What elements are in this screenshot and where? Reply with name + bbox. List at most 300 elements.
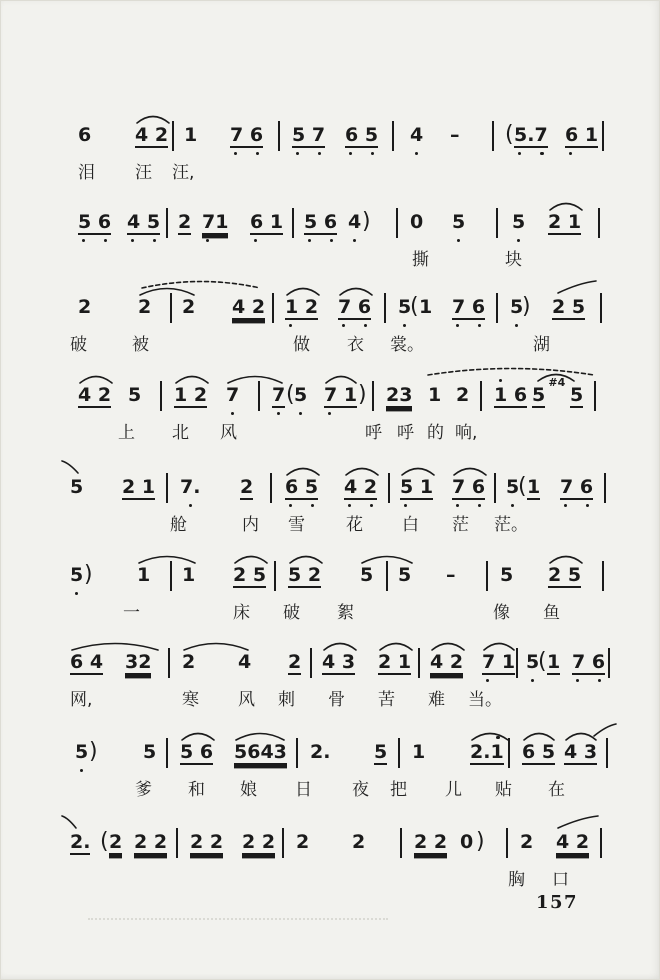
- slur-arc: [288, 549, 324, 567]
- octave-dot: [206, 239, 209, 242]
- note-text: 2 1: [548, 211, 582, 233]
- octave-dot: [289, 324, 292, 327]
- note-text: 2: [520, 831, 534, 853]
- slur-path: [524, 734, 554, 741]
- note-token: [288, 565, 321, 587]
- slur-path: [235, 557, 267, 564]
- note-token: [552, 297, 585, 319]
- note-text: 2: [296, 831, 310, 853]
- note-text: 6: [78, 124, 92, 146]
- lyric-syllable: 爹: [135, 780, 152, 800]
- note-token: [310, 742, 330, 764]
- slur-arc: [470, 726, 510, 744]
- lyric-syllable: 难: [428, 690, 445, 710]
- slur-arc: [556, 814, 600, 832]
- barline: [494, 473, 496, 503]
- slur-arc: [324, 369, 358, 387]
- note-text: 5: [570, 384, 584, 406]
- octave-dot: [415, 152, 418, 155]
- note-token: [452, 212, 465, 234]
- barline: [282, 828, 284, 858]
- note-token: [174, 385, 207, 407]
- slur-path: [558, 816, 598, 828]
- note-token: [238, 652, 251, 674]
- slur-path: [362, 557, 412, 564]
- slur-path: [472, 734, 508, 741]
- slur-arc: [233, 549, 269, 567]
- lyric-syllable: 泪: [78, 163, 95, 183]
- note-token: [452, 297, 485, 319]
- lyric-syllable: 呼: [365, 423, 382, 443]
- slur-path: [484, 644, 514, 651]
- note-token: [78, 297, 91, 319]
- lyric-syllable: 块: [505, 250, 522, 270]
- note-text: 2 1: [122, 476, 156, 498]
- note-text: 5: [506, 476, 520, 498]
- slur-arc: [592, 722, 618, 740]
- octave-dot: [104, 239, 107, 242]
- note-text: 5643: [234, 741, 287, 763]
- octave-dot: [511, 504, 514, 507]
- octave-dot: [153, 239, 156, 242]
- note-text: 5.7: [514, 124, 548, 146]
- lyric-syllable: 鱼: [543, 603, 560, 623]
- octave-dots-below: [506, 504, 519, 508]
- note-text: 71: [202, 211, 229, 233]
- note-token: [230, 125, 263, 147]
- octave-dots-below: [398, 324, 411, 328]
- octave-dots-below: [565, 152, 598, 156]
- slur-arc: [140, 274, 262, 292]
- octave-dots-below: [230, 152, 263, 156]
- note-text: 4 3: [564, 741, 598, 763]
- note-text: (: [518, 474, 527, 499]
- octave-dot: [518, 152, 521, 155]
- slur-arc: [180, 726, 216, 744]
- note-token: [125, 652, 151, 674]
- octave-dots-below: [70, 592, 83, 596]
- note-token: [548, 212, 581, 234]
- note-text: 5 6: [180, 741, 214, 763]
- note-token: [137, 565, 150, 587]
- lyric-syllable: 骨: [328, 690, 345, 710]
- octave-dot: [353, 239, 356, 242]
- slur-path: [62, 816, 76, 828]
- note-token: [135, 125, 168, 147]
- note-text: 1 2: [285, 296, 319, 318]
- note-text: 4: [348, 211, 362, 233]
- note-token: [180, 477, 200, 499]
- barline: [392, 121, 394, 151]
- note-text: 1: [428, 384, 442, 406]
- lyric-syllable: 网,: [70, 690, 93, 710]
- slur-path: [287, 469, 319, 476]
- lyric-syllable: 白: [402, 515, 419, 535]
- slur-arc: [285, 461, 321, 479]
- slur-path: [290, 557, 322, 564]
- slur-path: [380, 644, 412, 651]
- note-token: [70, 652, 103, 674]
- barline: [604, 473, 606, 503]
- slur-arc: [378, 636, 414, 654]
- note-text: 2: [182, 651, 196, 673]
- note-token: [564, 742, 597, 764]
- octave-dot: [308, 239, 311, 242]
- note-token: [522, 742, 555, 764]
- note-token: [532, 376, 566, 407]
- slur-arc: [548, 196, 584, 214]
- barline: [486, 561, 488, 591]
- lyric-syllable: 娘: [240, 780, 257, 800]
- note-text: –: [450, 124, 460, 146]
- barline: [492, 121, 494, 151]
- note-text: 4 2: [430, 651, 464, 673]
- octave-dot: [256, 152, 259, 155]
- note-token: [233, 565, 266, 587]
- octave-dot: [342, 324, 345, 327]
- lyric-syllable: 口: [552, 870, 569, 890]
- note-text: 2.: [310, 741, 331, 763]
- note-text: 5: [532, 384, 546, 406]
- octave-dot: [456, 504, 459, 507]
- lyric-syllable: 的: [427, 423, 444, 443]
- note-text: ): [84, 562, 93, 587]
- note-text: 0: [460, 831, 474, 853]
- note-token: [292, 125, 325, 147]
- note-token: [494, 385, 527, 407]
- note-text: 6 4: [70, 651, 104, 673]
- slur-arc: [234, 726, 286, 744]
- octave-dots-below: [572, 679, 605, 683]
- note-text: 5: [374, 741, 388, 763]
- note-text: 23: [386, 384, 413, 406]
- note-token: [514, 125, 548, 147]
- lyric-syllable: 裳。: [390, 335, 424, 355]
- octave-dots-below: [526, 679, 539, 683]
- note-token: [400, 477, 433, 499]
- note-text: 2 2: [242, 831, 276, 853]
- lyric-syllable: 呼: [397, 423, 414, 443]
- note-token: [288, 652, 301, 674]
- octave-dots-below: [348, 239, 361, 243]
- note-text: 7 6: [452, 476, 486, 498]
- note-token: [386, 385, 412, 407]
- note-text: 7 6: [230, 124, 264, 146]
- note-token: [109, 832, 122, 854]
- slur-arc: [452, 461, 488, 479]
- lyric-syllable: 絮: [337, 603, 354, 623]
- octave-dots-below: [78, 239, 111, 243]
- barline: [160, 381, 162, 411]
- lyric-syllable: 汪,: [172, 163, 195, 183]
- note-text: 4: [410, 124, 424, 146]
- lyric-syllable: 把: [390, 780, 407, 800]
- octave-dots-below: [338, 324, 371, 328]
- note-text: ): [522, 294, 531, 319]
- note-text: 5: [128, 384, 142, 406]
- note-text: 2: [182, 296, 196, 318]
- note-text: ): [362, 209, 371, 234]
- note-token: [572, 652, 605, 674]
- octave-dot: [576, 679, 579, 682]
- note-text: 6 5: [285, 476, 319, 498]
- octave-dot: [478, 324, 481, 327]
- barline: [606, 738, 608, 768]
- note-text: 4 5: [127, 211, 161, 233]
- octave-dot: [311, 504, 314, 507]
- barline: [400, 828, 402, 858]
- note-token: [138, 297, 151, 319]
- note-text: 2 2: [414, 831, 448, 853]
- octave-dot: [296, 152, 299, 155]
- lyric-syllable: 和: [188, 780, 205, 800]
- lyric-syllable: 风: [238, 690, 255, 710]
- slur-path: [80, 377, 112, 384]
- octave-dots-below: [75, 769, 88, 773]
- note-text: 6 1: [565, 124, 599, 146]
- slur-arc: [338, 281, 374, 299]
- slur-arc: [285, 281, 321, 299]
- note-token: [232, 297, 265, 319]
- slur-arc: [78, 369, 114, 387]
- octave-dots-below: [482, 679, 515, 683]
- note-token: [348, 212, 361, 234]
- note-token: [414, 832, 447, 854]
- note-token: [460, 832, 473, 854]
- note-token: [410, 125, 423, 147]
- barline: [480, 381, 482, 411]
- slur-path: [72, 644, 158, 651]
- octave-dot: [515, 324, 518, 327]
- note-text: (: [100, 829, 109, 854]
- slur-arc: [182, 636, 250, 654]
- note-text: 7.: [180, 476, 201, 498]
- note-text: 6 1: [250, 211, 284, 233]
- lyric-syllable: 茫。: [494, 515, 528, 535]
- note-token: [512, 212, 525, 234]
- note-token: [78, 385, 111, 407]
- lyric-syllable: 撕: [412, 250, 429, 270]
- lyric-syllable: 破: [70, 335, 87, 355]
- note-text: 7 1: [482, 651, 516, 673]
- slur-arc: [60, 459, 80, 477]
- barline: [384, 293, 386, 323]
- barline: [278, 121, 280, 151]
- note-token: [322, 652, 355, 674]
- lyric-syllable: 风: [220, 423, 237, 443]
- slur-arc: [548, 549, 584, 567]
- note-text: 2 2: [134, 831, 168, 853]
- octave-dots-below: [410, 152, 423, 156]
- note-token: [250, 212, 283, 234]
- barline: [272, 293, 274, 323]
- parenthesis: [362, 209, 371, 234]
- octave-dot: [318, 152, 321, 155]
- note-token: [78, 125, 91, 147]
- slur-arc: [556, 279, 598, 297]
- barline: [176, 828, 178, 858]
- octave-dots-below: [202, 239, 228, 243]
- octave-dot: [254, 239, 257, 242]
- lyric-syllable: 日: [295, 780, 312, 800]
- parenthesis: [89, 739, 98, 764]
- note-token: [547, 652, 560, 674]
- note-token: [556, 832, 589, 854]
- lyric-syllable: 贴: [495, 780, 512, 800]
- note-token: [202, 212, 228, 234]
- note-text: 1: [182, 564, 196, 586]
- note-text: 2 1: [378, 651, 412, 673]
- page-number: 157: [536, 892, 579, 913]
- slur-path: [346, 469, 378, 476]
- octave-dot: [330, 239, 333, 242]
- octave-dot: [486, 679, 489, 682]
- barline: [388, 473, 390, 503]
- octave-dots-below: [514, 152, 548, 156]
- note-text: ): [358, 382, 367, 407]
- parenthesis: [84, 562, 93, 587]
- note-token: [78, 212, 111, 234]
- slur-path: [324, 644, 356, 651]
- octave-dot: [131, 239, 134, 242]
- slur-path: [182, 734, 214, 741]
- octave-dot: [564, 504, 567, 507]
- note-token: [272, 385, 285, 407]
- note-text: 4 2: [232, 296, 266, 318]
- barline: [372, 381, 374, 411]
- note-text: 5: [294, 384, 308, 406]
- note-token: [560, 477, 593, 499]
- note-text: 7 6: [338, 296, 372, 318]
- slur-path: [454, 469, 486, 476]
- note-token: [374, 742, 387, 764]
- note-text: 7: [272, 384, 286, 406]
- note-token: [70, 565, 83, 587]
- slur-path: [402, 469, 434, 476]
- note-token: [352, 832, 365, 854]
- lyric-syllable: 衣: [347, 335, 364, 355]
- note-text: 1: [137, 564, 151, 586]
- lyric-syllable: 上: [118, 423, 135, 443]
- barline: [396, 208, 398, 238]
- note-token: [180, 742, 213, 764]
- note-token: [296, 832, 309, 854]
- note-token: [304, 212, 337, 234]
- lyric-syllable: 当。: [468, 690, 502, 710]
- note-token: [70, 477, 83, 499]
- octave-dot: [478, 504, 481, 507]
- slur-path: [236, 734, 284, 741]
- barline: [172, 121, 174, 151]
- slur-arc: [482, 636, 516, 654]
- note-token: [226, 385, 239, 407]
- note-token: [450, 125, 460, 147]
- octave-dot: [370, 504, 373, 507]
- note-text: 1 2: [174, 384, 208, 406]
- octave-dot: [371, 152, 374, 155]
- barline: [608, 648, 610, 678]
- octave-dot: [456, 324, 459, 327]
- slur-path: [139, 557, 195, 564]
- note-token: [345, 125, 378, 147]
- note-token: [240, 477, 253, 499]
- slur-arc: [430, 636, 466, 654]
- note-text: 5 6: [304, 211, 338, 233]
- octave-dots-below: [344, 504, 377, 508]
- lyric-syllable: 儿: [445, 780, 462, 800]
- note-token: [500, 565, 513, 587]
- octave-dot: [234, 152, 237, 155]
- barline: [496, 293, 498, 323]
- lyric-syllable: 刺: [278, 690, 295, 710]
- note-text: 1 6: [494, 384, 528, 406]
- note-token: [570, 385, 583, 407]
- note-token: [548, 565, 581, 587]
- slur-path: [428, 369, 594, 376]
- octave-dot-above: [499, 379, 502, 382]
- note-text: 7 6: [452, 296, 486, 318]
- lyric-syllable: 内: [242, 515, 259, 535]
- lyric-syllable: 一: [123, 603, 140, 623]
- note-text: (: [410, 294, 419, 319]
- note-text: (: [538, 649, 547, 674]
- octave-dot: [517, 239, 520, 242]
- note-text: 5: [510, 296, 524, 318]
- note-text: 7 1: [324, 384, 358, 406]
- note-token: [456, 385, 469, 407]
- note-text: 2 5: [552, 296, 586, 318]
- barline: [598, 208, 600, 238]
- note-text: 2: [456, 384, 470, 406]
- note-text: 2: [109, 831, 123, 853]
- lyric-syllable: 在: [548, 780, 565, 800]
- barline: [310, 648, 312, 678]
- note-text: ): [89, 739, 98, 764]
- slur-path: [228, 377, 282, 384]
- barline: [274, 561, 276, 591]
- octave-dots-below: [226, 412, 239, 416]
- parenthesis: [522, 294, 531, 319]
- octave-dots-below: [292, 152, 325, 156]
- note-text: 5: [526, 651, 540, 673]
- note-token: [398, 565, 411, 587]
- note-token: [482, 652, 515, 674]
- lyric-syllable: 湖: [533, 335, 550, 355]
- note-token: [190, 832, 223, 854]
- slur-path: [340, 289, 372, 296]
- barline: [600, 828, 602, 858]
- note-token: [324, 385, 357, 407]
- note-text: 1: [547, 651, 561, 673]
- lyric-syllable: 北: [172, 423, 189, 443]
- lyric-syllable: 雪: [288, 515, 305, 535]
- barline: [168, 648, 170, 678]
- slur-arc: [400, 461, 436, 479]
- lyric-syllable: 夜: [352, 780, 369, 800]
- note-token: [446, 565, 456, 587]
- octave-dot: [80, 769, 83, 772]
- note-text: 5: [398, 296, 412, 318]
- octave-dots-below: [285, 324, 318, 328]
- octave-dot: [540, 152, 543, 155]
- note-text: 5: [500, 564, 514, 586]
- slur-arc: [226, 369, 284, 387]
- note-text: 5: [398, 564, 412, 586]
- note-text: 6 5: [345, 124, 379, 146]
- parenthesis: [410, 294, 419, 319]
- barline: [516, 648, 518, 678]
- note-text: 4 2: [344, 476, 378, 498]
